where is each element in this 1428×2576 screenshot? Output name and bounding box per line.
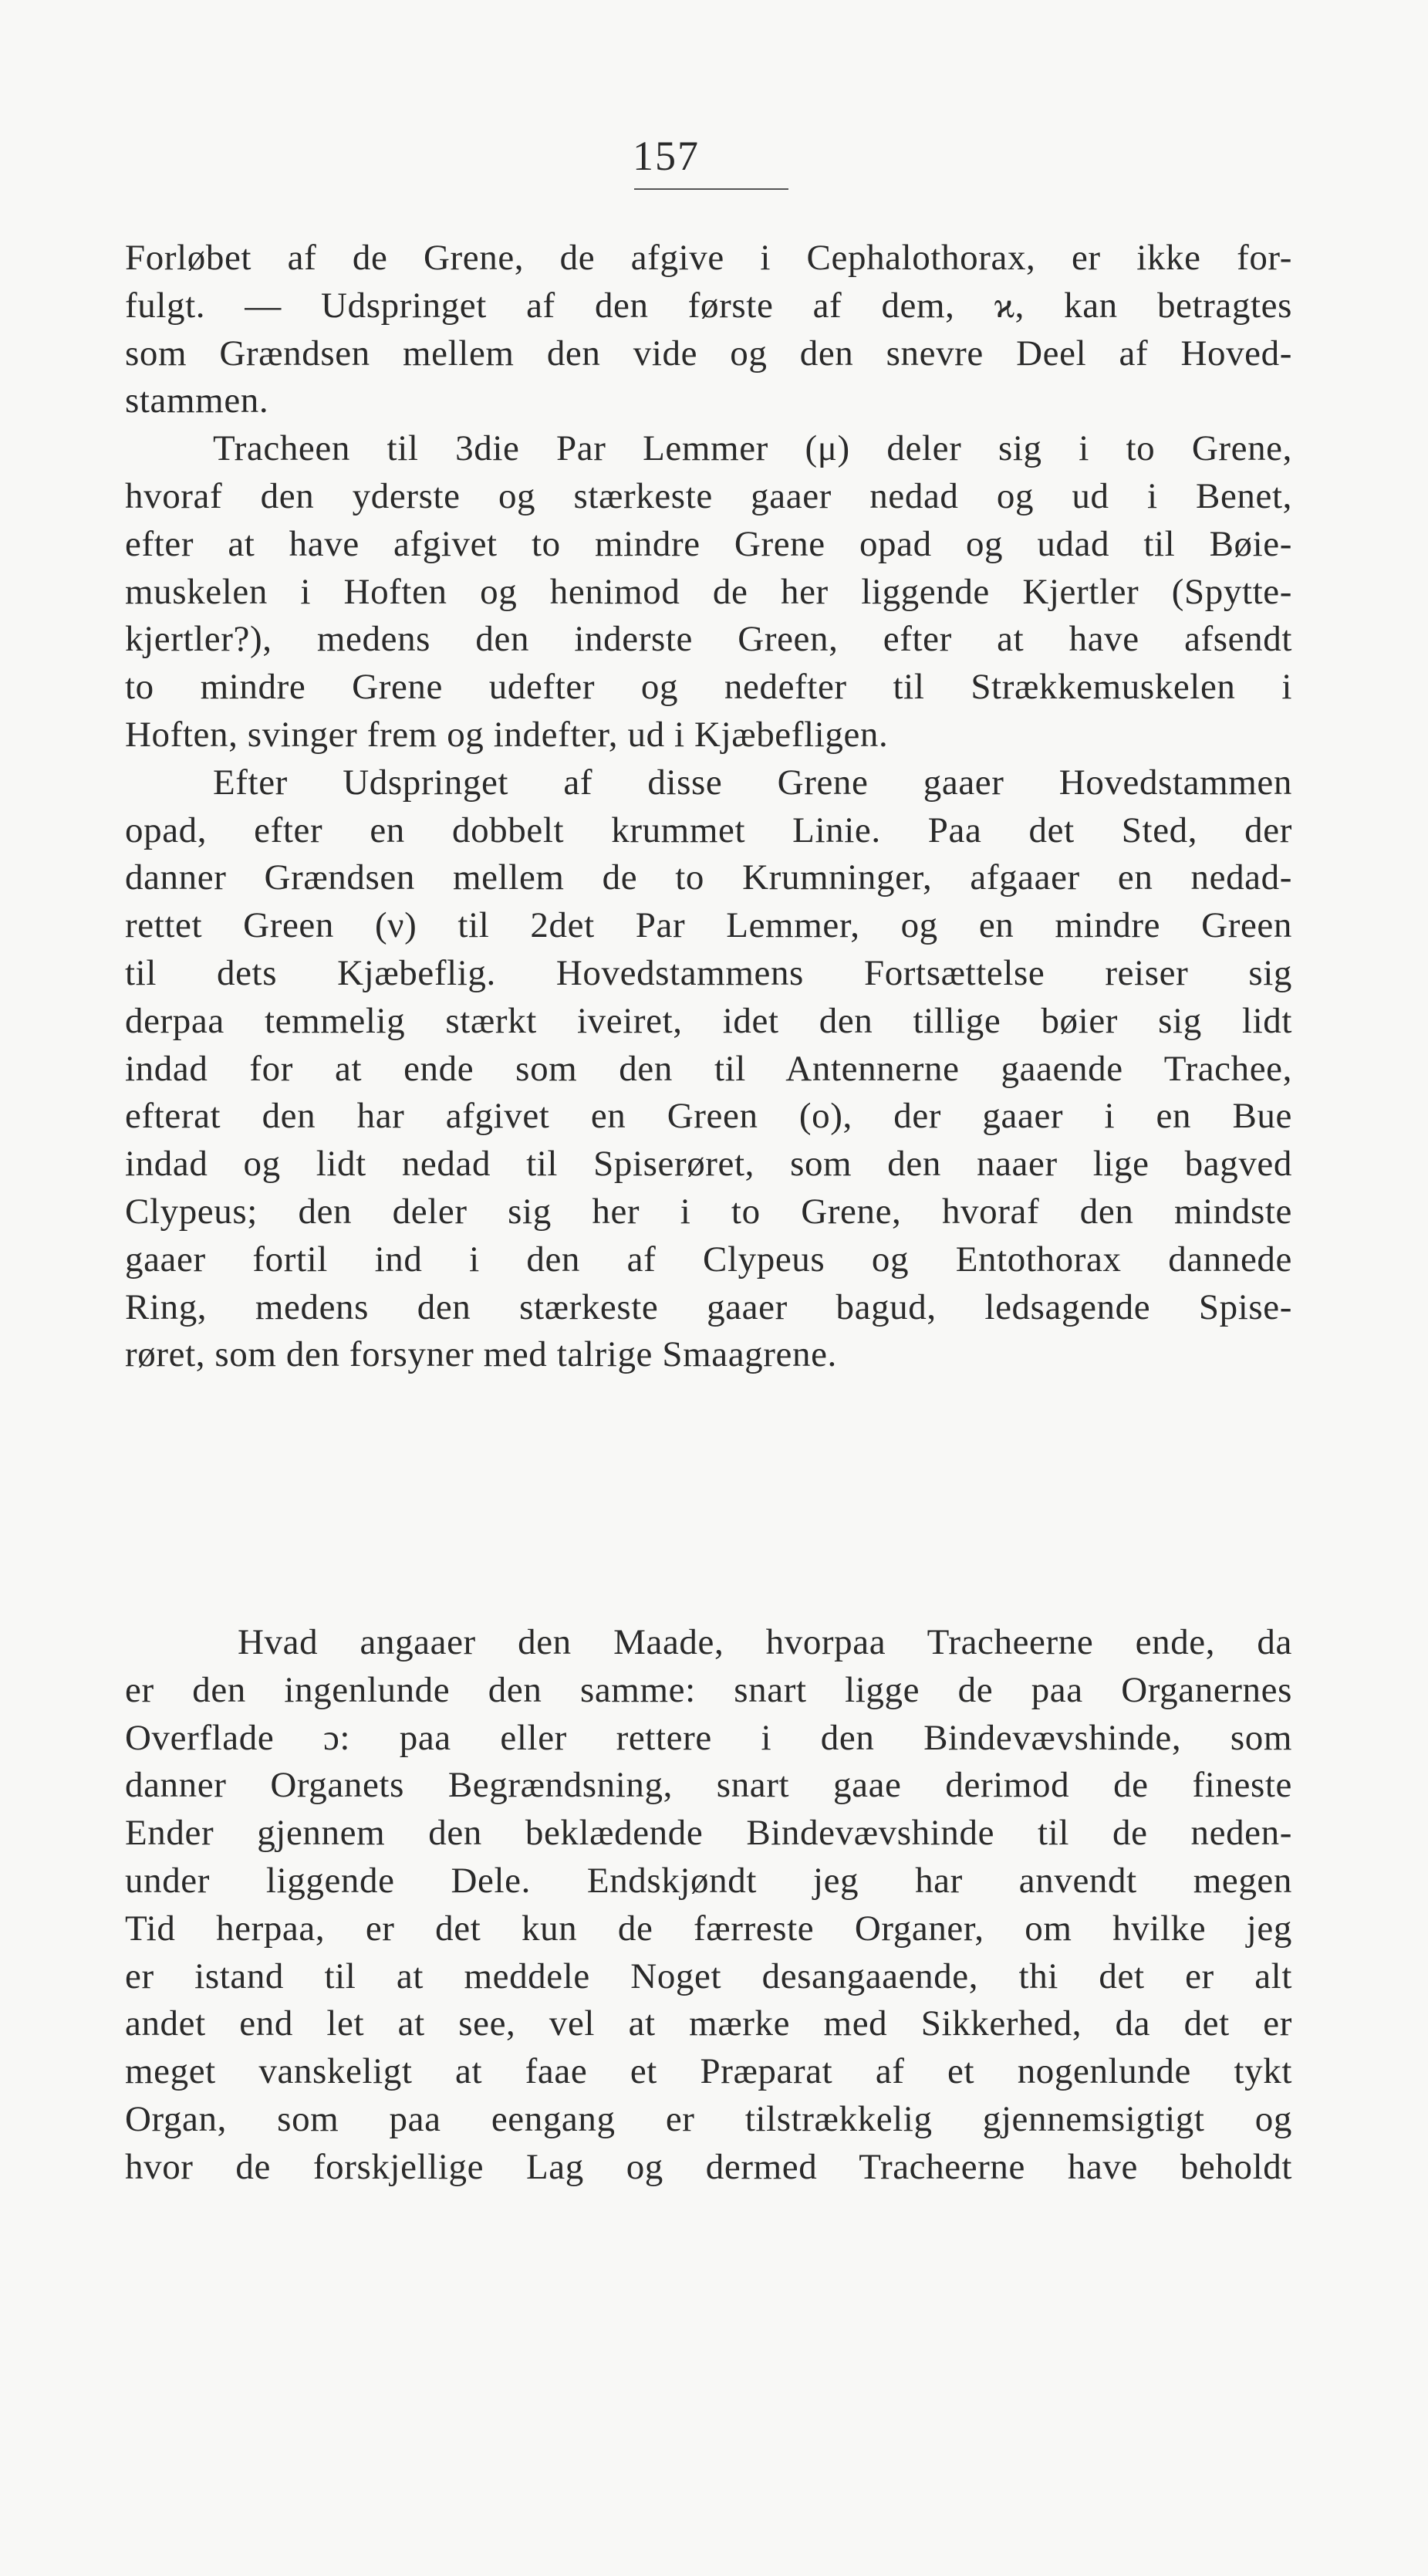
text-line: indad for at ende som den til Antennerne gaaende Trachee,	[125, 1048, 1292, 1089]
text-line: som Grændsen mellem den vide og den snevre Deel af Hoved-	[125, 333, 1292, 374]
text-line: under liggende Dele. Endskjøndt jeg har anvendt megen	[125, 1860, 1292, 1901]
text-line: derpaa temmelig stærkt iveiret, idet den tillige bøier sig lidt	[125, 1000, 1292, 1041]
text-line: Tid herpaa, er det kun de færreste Organer, om hvilke jeg	[125, 1908, 1292, 1949]
text-line: til dets Kjæbeflig. Hovedstammens Fortsættelse reiser sig	[125, 952, 1292, 993]
paragraph-3	[125, 759, 1292, 1379]
text-line: stammen.	[125, 380, 269, 421]
text-line: er istand til at meddele Noget desangaaende, thi det er alt	[125, 1956, 1292, 1996]
page-number: 157	[633, 133, 700, 179]
text-line: Hvad angaaer den Maade, hvorpaa Tracheerne ende, da	[238, 1622, 1292, 1662]
text-line: danner Grændsen mellem de to Krumninger, afgaaer en nedad-	[125, 857, 1292, 898]
text-line: rettet Green (ν) til 2det Par Lemmer, og en mindre Green	[125, 905, 1292, 946]
text-line: muskelen i Hoften og henimod de her liggende Kjertler (Spytte-	[125, 571, 1292, 612]
paragraph-1	[125, 235, 1292, 425]
header-rule	[634, 188, 788, 190]
text-line: gaaer fortil ind i den af Clypeus og Entothorax dannede	[125, 1239, 1292, 1280]
text-line: Clypeus; den deler sig her i to Grene, hvoraf den mindste	[125, 1191, 1292, 1232]
text-line: opad, efter en dobbelt krummet Linie. Paa det Sted, der	[125, 810, 1292, 850]
text-line: Tracheen til 3die Par Lemmer (μ) deler sig i to Grene,	[213, 428, 1292, 469]
text-line: to mindre Grene udefter og nedefter til Strækkemuskelen i	[125, 667, 1292, 708]
text-line: kjertler?), medens den inderste Green, efter at have afsendt	[125, 619, 1292, 660]
paragraph-2	[125, 425, 1292, 759]
text-line: danner Organets Begrændsning, snart gaae derimod de fineste	[125, 1765, 1292, 1806]
text-line: er den ingenlunde den samme: snart ligge de paa Organernes	[125, 1669, 1292, 1710]
text-line: Organ, som paa eengang er tilstrækkelig gjennemsigtigt og	[125, 2098, 1292, 2139]
text-line: efter at have afgivet to mindre Grene opad og udad til Bøie-	[125, 523, 1292, 564]
text-block-lower	[125, 1619, 1292, 2192]
text-line: Forløbet af de Grene, de afgive i Cephalothorax, er ikke for-	[125, 238, 1292, 278]
text-line: hvor de forskjellige Lag og dermed Tracheerne have beholdt	[125, 2146, 1292, 2187]
paragraph-4	[125, 1619, 1292, 2192]
text-line: andet end let at see, vel at mærke med Sikkerhed, da det er	[125, 2003, 1292, 2044]
text-block-upper	[125, 235, 1292, 1379]
text-line: meget vanskeligt at faae et Præparat af et nogenlunde tykt	[125, 2051, 1292, 2092]
text-line: efterat den har afgivet en Green (ο), der gaaer i en Bue	[125, 1096, 1292, 1137]
text-line: fulgt. — Udspringet af den første af dem, ϰ, kan betragtes	[125, 285, 1292, 326]
text-line: Ender gjennem den beklædende Bindevævshinde til de neden-	[125, 1813, 1292, 1854]
text-line: Ring, medens den stærkeste gaaer bagud, ledsagende Spise-	[125, 1286, 1292, 1327]
text-line: røret, som den forsyner med talrige Smaagrene.	[125, 1334, 837, 1375]
text-line: Overflade ɔ: paa eller rettere i den Bindevævshinde, som	[125, 1717, 1292, 1758]
text-line: Efter Udspringet af disse Grene gaaer Hovedstammen	[213, 762, 1292, 803]
text-line: Hoften, svinger frem og indefter, ud i Kjæbefligen.	[125, 714, 889, 755]
text-line: indad og lidt nedad til Spiserøret, som den naaer lige bagved	[125, 1144, 1292, 1185]
text-line: hvoraf den yderste og stærkeste gaaer nedad og ud i Benet,	[125, 475, 1292, 516]
